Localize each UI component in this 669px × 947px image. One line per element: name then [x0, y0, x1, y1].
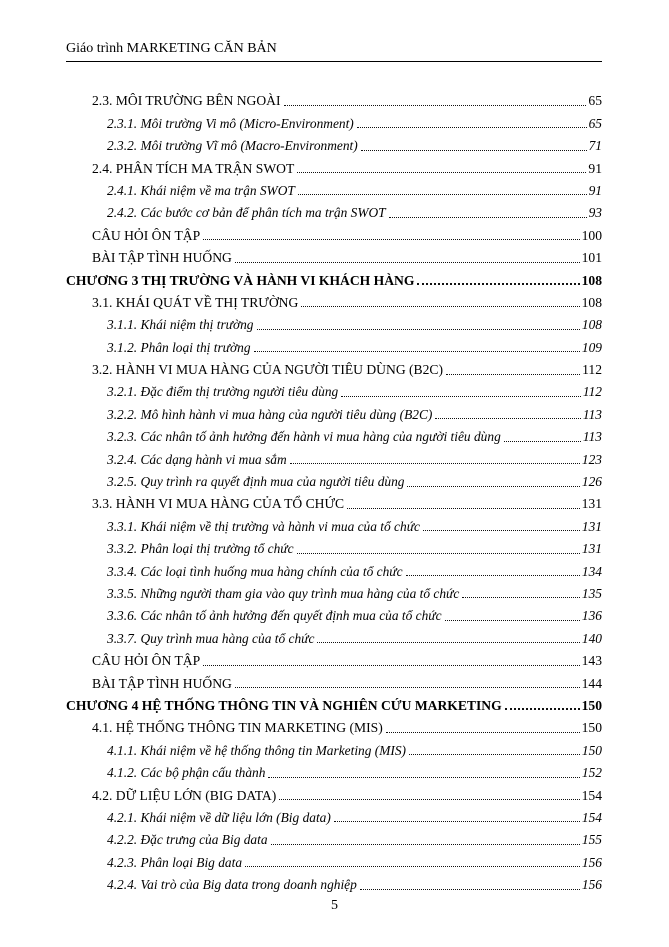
toc-dot-leader: [407, 486, 579, 487]
toc-entry-label: 3.3.5. Những người tham gia vào quy trình mua hàng của tổ chức: [107, 585, 460, 601]
toc-entry: [66, 468, 602, 490]
toc-entry-page-number: 100: [581, 227, 602, 243]
toc-entry-label: 2.4.2. Các bước cơ bản để phân tích ma trận SWOT: [107, 205, 386, 221]
toc-entry: [66, 826, 602, 848]
book-title: Giáo trình MARKETING CĂN BẢN: [66, 41, 277, 56]
toc-dot-leader: [389, 217, 587, 218]
toc-dot-leader: [257, 329, 580, 330]
toc-entry-label: 4.1.2. Các bộ phận cấu thành: [107, 765, 266, 781]
toc-dot-leader: [357, 127, 587, 128]
toc-entry-page-number: 131: [581, 541, 602, 557]
toc-dot-leader: [361, 150, 587, 151]
toc-dot-leader: [297, 172, 586, 173]
toc-dot-leader: [317, 642, 580, 643]
table-of-contents: [66, 87, 602, 893]
toc-dot-leader: [203, 239, 579, 240]
toc-entry: [66, 736, 602, 758]
toc-entry: [66, 132, 602, 154]
toc-dot-leader: [423, 530, 580, 531]
toc-entry-page-number: 155: [581, 832, 602, 848]
toc-entry-page-number: 156: [581, 854, 602, 870]
toc-entry: [66, 154, 602, 176]
toc-entry-page-number: 123: [581, 451, 602, 467]
toc-entry-page-number: 108: [581, 294, 602, 310]
toc-entry-page-number: 112: [582, 384, 602, 400]
toc-entry-label: 3.2.5. Quy trình ra quyết định mua của người tiêu dùng: [107, 474, 405, 490]
toc-entry-page-number: 65: [588, 115, 602, 131]
toc-entry-page-number: 150: [581, 697, 602, 713]
toc-entry-page-number: 113: [582, 429, 602, 445]
toc-entry-label: 4.1. HỆ THỐNG THÔNG TIN MARKETING (MIS): [92, 720, 383, 736]
toc-entry-label: 4.2. DỮ LIỆU LỚN (BIG DATA): [92, 787, 277, 803]
toc-entry: [66, 647, 602, 669]
toc-dot-leader: [271, 844, 580, 845]
toc-entry: [66, 557, 602, 579]
toc-entry-label: 4.1.1. Khái niệm về hệ thống thông tin Marketing (MIS): [107, 742, 407, 758]
toc-entry-page-number: 131: [581, 496, 602, 512]
toc-entry-page-number: 108: [581, 272, 602, 288]
toc-dot-leader: [235, 687, 580, 688]
toc-entry-label: 3.2.1. Đặc điểm thị trường người tiêu dùng: [107, 384, 339, 400]
toc-dot-leader: [462, 597, 580, 598]
toc-dot-leader: [386, 732, 580, 733]
toc-entry-label: CÂU HỎI ÔN TẬP: [92, 227, 201, 243]
toc-entry-label: BÀI TẬP TÌNH HUỐNG: [92, 675, 232, 691]
toc-entry-label: 3.3. HÀNH VI MUA HÀNG CỦA TỔ CHỨC: [92, 496, 345, 512]
toc-entry: [66, 871, 602, 893]
toc-dot-leader: [417, 283, 579, 285]
toc-dot-leader: [505, 708, 580, 710]
running-header: [66, 40, 602, 62]
toc-entry-page-number: 144: [581, 675, 602, 691]
toc-entry-label: 3.1.2. Phân loại thị trường: [107, 339, 251, 355]
toc-entry-label: 3.3.6. Các nhân tố ảnh hưởng đến quyết định mua của tổ chức: [107, 608, 442, 624]
toc-dot-leader: [347, 508, 580, 509]
toc-dot-leader: [290, 463, 580, 464]
toc-dot-leader: [279, 799, 579, 800]
toc-entry: [66, 400, 602, 422]
toc-dot-leader: [341, 396, 581, 397]
toc-dot-leader: [284, 105, 587, 106]
toc-entry: [66, 109, 602, 131]
toc-entry-page-number: 91: [588, 160, 602, 176]
toc-dot-leader: [203, 665, 579, 666]
toc-dot-leader: [297, 553, 580, 554]
toc-entry: [66, 624, 602, 646]
toc-entry-label: 3.2.3. Các nhân tố ảnh hưởng đến hành vi mua hàng của người tiêu dùng: [107, 429, 501, 445]
toc-entry-label: 3.1.1. Khái niệm thị trường: [107, 317, 254, 333]
page-number: 5: [331, 898, 338, 913]
toc-entry-label: BÀI TẬP TÌNH HUỐNG: [92, 250, 232, 266]
toc-entry-label: CHƯƠNG 3 THỊ TRƯỜNG VÀ HÀNH VI KHÁCH HÀNG: [66, 272, 415, 288]
toc-entry: [66, 848, 602, 870]
toc-entry-label: 3.3.2. Phân loại thị trường tổ chức: [107, 541, 294, 557]
toc-entry-page-number: 131: [581, 518, 602, 534]
toc-entry-page-number: 140: [581, 630, 602, 646]
toc-entry: [66, 199, 602, 221]
toc-entry: [66, 759, 602, 781]
toc-entry: [66, 512, 602, 534]
toc-entry: [66, 490, 602, 512]
toc-entry-label: 2.4.1. Khái niệm về ma trận SWOT: [107, 182, 295, 198]
toc-entry-page-number: 150: [581, 742, 602, 758]
toc-entry-page-number: 152: [581, 765, 602, 781]
toc-entry: [66, 177, 602, 199]
toc-entry-label: 3.3.4. Các loại tình huống mua hàng chính của tổ chức: [107, 563, 403, 579]
toc-entry: [66, 311, 602, 333]
toc-entry-label: 2.4. PHÂN TÍCH MA TRẬN SWOT: [92, 160, 295, 176]
page-footer: [0, 897, 669, 915]
toc-dot-leader: [254, 351, 580, 352]
toc-entry-label: 2.3. MÔI TRƯỜNG BÊN NGOÀI: [92, 93, 281, 109]
toc-dot-leader: [435, 418, 581, 419]
toc-entry-label: 3.1. KHÁI QUÁT VỀ THỊ TRƯỜNG: [92, 294, 299, 310]
toc-entry-label: 4.2.4. Vai trò của Big data trong doanh nghiệp: [107, 877, 357, 893]
toc-entry-page-number: 101: [581, 250, 602, 266]
toc-dot-leader: [360, 889, 580, 890]
toc-entry-page-number: 65: [588, 93, 602, 109]
toc-entry: [66, 221, 602, 243]
toc-entry: [66, 781, 602, 803]
toc-entry-label: 3.3.1. Khái niệm về thị trường và hành vi mua của tổ chức: [107, 518, 420, 534]
toc-dot-leader: [445, 620, 580, 621]
toc-entry: [66, 535, 602, 557]
toc-entry-label: CÂU HỎI ÔN TẬP: [92, 653, 201, 669]
toc-entry-label: 4.2.1. Khái niệm về dữ liệu lớn (Big data): [107, 809, 331, 825]
toc-entry: [66, 244, 602, 266]
toc-entry: [66, 266, 602, 288]
toc-entry-page-number: 154: [581, 787, 602, 803]
toc-entry: [66, 804, 602, 826]
toc-entry-label: 2.3.1. Môi trường Vi mô (Micro-Environment): [107, 115, 354, 131]
toc-dot-leader: [504, 441, 581, 442]
toc-entry-page-number: 109: [581, 339, 602, 355]
toc-dot-leader: [409, 754, 580, 755]
toc-entry-page-number: 154: [581, 809, 602, 825]
toc-entry-page-number: 136: [581, 608, 602, 624]
toc-dot-leader: [334, 821, 580, 822]
toc-dot-leader: [301, 306, 579, 307]
toc-entry: [66, 669, 602, 691]
toc-entry-page-number: 108: [581, 317, 602, 333]
toc-entry: [66, 423, 602, 445]
toc-entry-label: CHƯƠNG 4 HỆ THỐNG THÔNG TIN VÀ NGHIÊN CỨU MARKETING: [66, 697, 502, 713]
toc-entry: [66, 87, 602, 109]
toc-entry-page-number: 134: [581, 563, 602, 579]
toc-entry: [66, 356, 602, 378]
toc-entry: [66, 445, 602, 467]
toc-entry-label: 3.2.4. Các dạng hành vi mua sắm: [107, 451, 287, 467]
toc-dot-leader: [446, 374, 580, 375]
toc-entry-page-number: 93: [588, 205, 602, 221]
toc-dot-leader: [235, 262, 580, 263]
toc-entry: [66, 333, 602, 355]
toc-entry-label: 4.2.3. Phân loại Big data: [107, 854, 243, 870]
toc-entry-label: 2.3.2. Môi trường Vĩ mô (Macro-Environment): [107, 138, 358, 154]
toc-dot-leader: [268, 777, 579, 778]
toc-entry-page-number: 113: [582, 406, 602, 422]
toc-dot-leader: [298, 194, 587, 195]
toc-entry-label: 3.2.2. Mô hình hành vi mua hàng của người tiêu dùng (B2C): [107, 406, 433, 422]
toc-dot-leader: [245, 866, 580, 867]
toc-dot-leader: [406, 575, 580, 576]
toc-entry-page-number: 71: [588, 138, 602, 154]
toc-entry: [66, 378, 602, 400]
toc-entry-page-number: 156: [581, 877, 602, 893]
toc-entry-page-number: 126: [581, 474, 602, 490]
toc-entry-page-number: 135: [581, 585, 602, 601]
toc-entry-page-number: 91: [588, 182, 602, 198]
toc-entry: [66, 580, 602, 602]
toc-entry-page-number: 143: [581, 653, 602, 669]
toc-entry: [66, 602, 602, 624]
toc-entry: [66, 692, 602, 714]
toc-entry-label: 4.2.2. Đặc trưng của Big data: [107, 832, 268, 848]
toc-entry-page-number: 150: [581, 720, 602, 736]
toc-entry: [66, 289, 602, 311]
toc-entry-label: 3.3.7. Quy trình mua hàng của tổ chức: [107, 630, 315, 646]
toc-entry: [66, 714, 602, 736]
toc-entry-page-number: 112: [582, 362, 602, 378]
toc-entry-label: 3.2. HÀNH VI MUA HÀNG CỦA NGƯỜI TIÊU DÙNG (B2C): [92, 362, 444, 378]
